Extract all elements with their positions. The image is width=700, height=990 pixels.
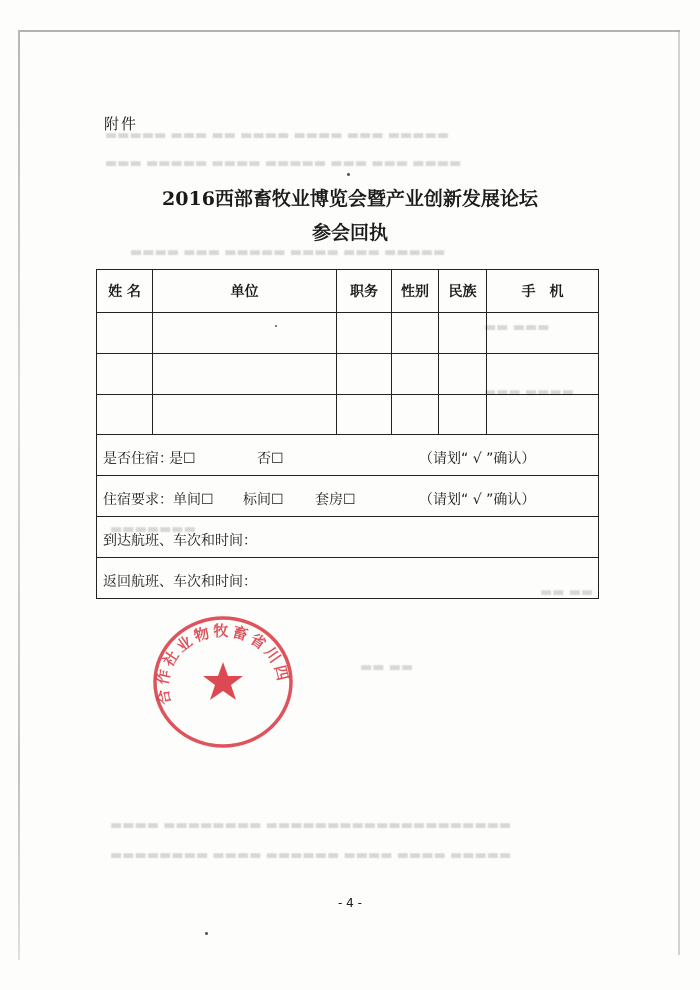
- gender-cell[interactable]: [392, 395, 439, 435]
- ethnicity-cell[interactable]: [439, 354, 487, 395]
- header-position: 职务: [337, 270, 392, 313]
- scan-speck: [347, 173, 350, 176]
- header-ethnicity: 民族: [439, 270, 487, 313]
- arrival-row: [97, 517, 599, 558]
- bleed-through-text: ▬▬ ▬▬▬: [484, 320, 550, 335]
- bleed-through-text: ▬▬▬▬ ▬▬▬▬▬▬▬▬ ▬▬▬▬▬▬▬▬▬▬▬▬▬▬▬▬▬▬▬▬: [110, 818, 512, 833]
- room-requirement-row: [97, 476, 599, 517]
- table-row: [97, 354, 599, 395]
- gender-cell[interactable]: [392, 313, 439, 354]
- position-cell[interactable]: [337, 395, 392, 435]
- accommodation-yes-checkbox[interactable]: 是☐: [169, 451, 196, 467]
- accommodation-note: （请划“ √ ”确认）: [419, 451, 536, 467]
- unit-cell[interactable]: [153, 395, 337, 435]
- name-cell[interactable]: [97, 395, 153, 435]
- unit-cell[interactable]: [153, 354, 337, 395]
- room-requirement-note: （请划“ √ ”确认）: [419, 492, 536, 508]
- official-seal-stamp: [148, 612, 298, 752]
- return-label: 返回航班、车次和时间：: [103, 574, 257, 590]
- ethnicity-cell[interactable]: [439, 313, 487, 354]
- document-subtitle: 参会回执: [311, 222, 388, 244]
- standard-room-checkbox[interactable]: 标间☐: [243, 492, 284, 508]
- bleed-through-text: ▬▬▬▬▬ ▬▬▬ ▬▬ ▬▬▬▬ ▬▬▬▬ ▬▬▬ ▬▬▬▬▬: [105, 128, 450, 143]
- scan-speck: [275, 325, 277, 327]
- room-requirement-label: 住宿要求：: [103, 492, 173, 508]
- scan-edge-right: [678, 30, 680, 955]
- bleed-through-text: ▬▬ ▬▬: [540, 585, 594, 600]
- header-gender: 性别: [392, 270, 439, 313]
- accommodation-no-checkbox[interactable]: 否☐: [257, 451, 284, 467]
- page-number: - 4 -: [338, 896, 362, 910]
- arrival-label: 到达航班、车次和时间：: [103, 533, 257, 549]
- suite-room-checkbox[interactable]: 套房☐: [315, 492, 356, 508]
- single-room-checkbox[interactable]: 单间☐: [173, 492, 214, 508]
- document-title: 2016西部畜牧业博览会暨产业创新发展论坛: [162, 188, 538, 210]
- name-cell[interactable]: [97, 313, 153, 354]
- header-unit: 单位: [153, 270, 337, 313]
- header-row: [97, 270, 599, 313]
- name-cell[interactable]: [97, 354, 153, 395]
- mobile-cell[interactable]: [487, 313, 599, 354]
- unit-cell[interactable]: [153, 313, 337, 354]
- bleed-through-text: ▬▬▬▬ ▬▬▬ ▬▬▬▬▬ ▬▬▬▬ ▬▬▬ ▬▬▬▬▬: [130, 245, 446, 260]
- mobile-cell[interactable]: [487, 395, 599, 435]
- position-cell[interactable]: [337, 354, 392, 395]
- return-row: [97, 558, 599, 599]
- header-mobile: 手 机: [487, 270, 599, 313]
- registration-form-table: [96, 269, 599, 599]
- position-cell[interactable]: [337, 313, 392, 354]
- scan-speck: [205, 932, 208, 935]
- table-row: [97, 395, 599, 435]
- attachment-label: 附件: [104, 115, 139, 133]
- accommodation-label: 是否住宿：: [103, 451, 173, 467]
- seal-text: 合作社业物牧畜省川四: [153, 622, 293, 707]
- bleed-through-text: ▬▬ ▬▬: [360, 660, 414, 675]
- bleed-through-text: ▬▬▬ ▬▬▬▬▬ ▬▬▬▬ ▬▬▬▬▬ ▬▬▬ ▬▬▬ ▬▬▬▬: [105, 156, 462, 171]
- bleed-through-text: ▬▬▬▬▬▬▬▬ ▬▬▬▬ ▬▬▬▬▬▬ ▬▬▬▬ ▬▬▬▬ ▬▬▬▬▬: [110, 848, 512, 863]
- scan-edge-left: [18, 30, 20, 960]
- seal-star-icon: [203, 662, 243, 700]
- header-name: 姓 名: [97, 270, 153, 313]
- scan-edge-top: [20, 30, 680, 32]
- gender-cell[interactable]: [392, 354, 439, 395]
- table-row: [97, 313, 599, 354]
- mobile-cell[interactable]: [487, 354, 599, 395]
- ethnicity-cell[interactable]: [439, 395, 487, 435]
- bleed-through-text: ▬▬▬▬▬▬▬: [110, 522, 196, 537]
- bleed-through-text: ▬▬▬ ▬▬▬▬: [484, 385, 575, 400]
- accommodation-row: [97, 435, 599, 476]
